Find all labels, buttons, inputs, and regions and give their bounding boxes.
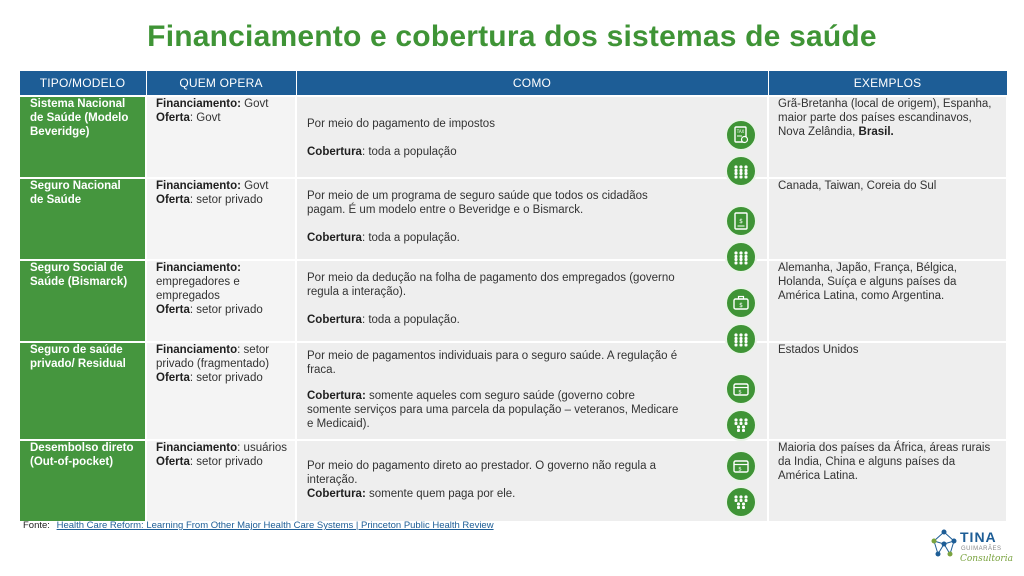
insurance-document-icon [725,205,757,237]
oferta-value: : setor privado [189,303,263,316]
como-description: Por meio de pagamentos individuais para o seguro saúde. A regulação é fraca. [307,349,678,376]
oferta-value: : Govt [189,111,221,124]
logo-name: TINA [960,529,997,545]
cobertura-value: : toda a população. [361,313,460,326]
svg-text:$: $ [738,389,742,395]
como-cell [296,342,768,440]
cobertura-label: Cobertura: [307,389,366,402]
header-tipo: TIPO/MODELO [19,71,146,96]
cobertura-label: Cobertura [307,313,362,326]
exemplos-highlight: Brasil. [858,125,894,138]
financiamento-value: : usuários [237,441,288,454]
exemplos-text: Estados Unidos [778,343,859,356]
tipo-cell: Seguro Nacional de Saúde [19,178,146,260]
como-description: Por meio de um programa de seguro saúde que todos os cidadãos pagam. É um modelo entre o Beveridge e o Bismarck. [307,189,648,216]
payroll-briefcase-icon [725,287,757,319]
quem-opera-cell [146,342,296,440]
cobertura-value: : toda a população. [361,231,460,244]
partial-group-icon [725,486,757,518]
oferta-label: Oferta [156,371,190,384]
wallet-payment-icon [725,450,757,482]
como-description: Por meio do pagamento direto ao prestador. O governo não regula a interação. [307,459,657,486]
como-cell [296,260,768,342]
tipo-cell: Desembolso direto (Out-of-pocket) [19,440,146,522]
network-logo-icon [930,529,958,559]
header-quem-opera: QUEM OPERA [146,71,296,96]
cobertura-value: : toda a população [361,145,457,158]
oferta-label: Oferta [156,455,190,468]
tipo-cell: Sistema Nacional de Saúde (Modelo Beveridge) [19,96,146,178]
source-note [23,520,494,531]
table-header-row [19,71,1007,96]
table-row [19,96,1007,178]
oferta-label: Oferta [156,303,190,316]
financiamento-value: Govt [240,179,269,192]
table-row [19,342,1007,440]
exemplos-cell [768,96,1007,178]
financiamento-label: Financiamento: [156,179,241,192]
svg-text:TAX: TAX [736,128,745,134]
svg-text:$: $ [738,466,742,472]
table-row [19,440,1007,522]
quem-opera-cell [146,178,296,260]
svg-text:$: $ [739,301,743,309]
como-cell [296,96,768,178]
source-label: Fonte: [23,520,50,531]
financiamento-label: Financiamento: [156,261,241,274]
health-systems-table [18,70,1008,523]
exemplos-text: Grã-Bretanha (local de origem), Espanha, maior parte dos países escandinavos, Nova Zelândia, [778,97,992,138]
tipo-cell: Seguro Social de Saúde (Bismarck) [19,260,146,342]
oferta-value: : setor privado [189,371,263,384]
cobertura-label: Cobertura: [307,487,366,500]
table-row [19,260,1007,342]
cobertura-label: Cobertura [307,145,362,158]
table-row [19,178,1007,260]
cobertura-label: Cobertura [307,231,362,244]
quem-opera-cell [146,96,296,178]
logo-sub: GUIMARÃES [961,546,1002,552]
financiamento-label: Financiamento [156,441,238,454]
como-description: Por meio da dedução na folha de pagamento dos empregados (governo regula a interação). [307,271,675,298]
financiamento-value: Govt [240,97,269,110]
como-cell [296,440,768,522]
exemplos-cell [768,342,1007,440]
quem-opera-cell [146,260,296,342]
partial-group-icon [725,409,757,441]
logo-script: Consultoria [960,554,1013,564]
oferta-value: : setor privado [189,455,263,468]
exemplos-cell [768,178,1007,260]
oferta-value: : setor privado [189,193,263,206]
cobertura-value: somente quem paga por ele. [365,487,516,500]
quem-opera-cell [146,440,296,522]
oferta-label: Oferta [156,111,190,124]
exemplos-text: Canada, Taiwan, Coreia do Sul [778,179,937,192]
como-description: Por meio do pagamento de impostos [307,117,495,130]
exemplos-cell [768,440,1007,522]
exemplos-text: Maioria dos países da África, áreas rurais da India, China e alguns países da América Latina. [778,441,991,482]
cobertura-value: somente aqueles com seguro saúde (governo cobre somente serviços para uma parcela da população – veteranos, Medicare e Medicaid). [307,389,679,430]
exemplos-text: Alemanha, Japão, França, Bélgica, Holanda, Suíça e alguns países da América Latina, como Argentina. [778,261,957,302]
financiamento-label: Financiamento: [156,97,241,110]
svg-text:$: $ [739,217,743,225]
tina-guimaraes-logo [930,527,1015,569]
page-title: Financiamento e cobertura dos sistemas de saúde [147,20,877,53]
source-link[interactable]: Health Care Reform: Learning From Other Major Health Care Systems | Princeton Public Health Review [56,520,494,531]
como-cell [296,178,768,260]
tipo-cell: Seguro de saúde privado/ Residual [19,342,146,440]
header-exemplos: EXEMPLOS [768,71,1007,96]
financiamento-value: empregadores e empregados [156,275,240,302]
financiamento-value: : setor privado (fragmentado) [156,343,270,370]
financiamento-label: Financiamento [156,343,238,356]
tax-document-icon [725,119,757,151]
wallet-payment-icon [725,373,757,405]
exemplos-cell [768,260,1007,342]
oferta-label: Oferta [156,193,190,206]
header-como: COMO [296,71,768,96]
